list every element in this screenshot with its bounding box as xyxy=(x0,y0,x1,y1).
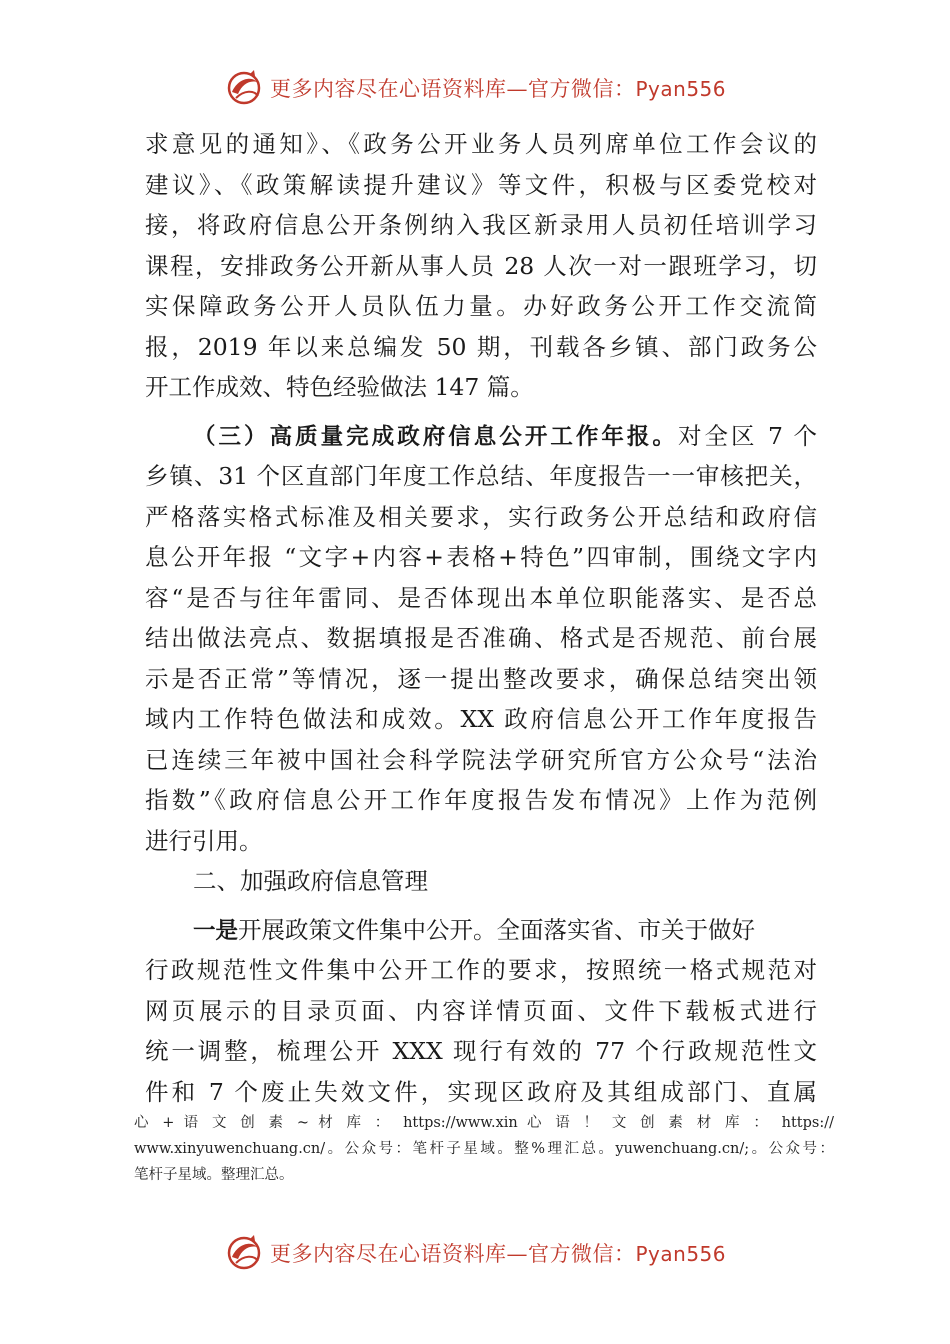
swirl-logo-icon xyxy=(224,1233,264,1273)
text-line: 示是否正常”等情况，逐一提出整改要求，确保总结突出领 xyxy=(145,664,817,693)
wechat-id: Pyan556 xyxy=(635,1242,726,1266)
swirl-logo-icon xyxy=(224,68,264,108)
text-line: 求意见的通知》、《政务公开业务人员列席单位工作会议的 xyxy=(145,130,817,158)
text-span: 开展政策文件集中公开。全面落实省、市关于做好 xyxy=(238,915,756,944)
item-1 xyxy=(145,910,817,1113)
footer-note xyxy=(134,1110,834,1188)
wechat-id: Pyan556 xyxy=(635,77,726,101)
text-line: 报，2019 年以来总编发 50 期，刊载各乡镇、部门政务公 xyxy=(145,332,817,361)
section-3 xyxy=(145,416,817,862)
item-1-first-line xyxy=(145,910,817,951)
text-line: 结出做法亮点、数据填报是否准确、格式是否规范、前台展 xyxy=(145,624,817,652)
section-3-first-line xyxy=(145,416,817,457)
text-line: 乡镇、31 个区直部门年度工作总结、年度报告一一审核把关， xyxy=(145,462,817,490)
footer-line: www.xinyuwenchuang.cn/。公众号：笔杆子星域。整%理汇总。yuwenchuang.cn/;。公众号： xyxy=(134,1141,834,1157)
text-line: 指数”《政府信息公开工作年度报告发布情况》上作为范例 xyxy=(145,786,817,814)
text-line: 课程，安排政务公开新从事人员 28 人次一对一跟班学习，切 xyxy=(145,251,817,280)
text-line: 件和 7 个废止失效文件，实现区政府及其组成部门、直属 xyxy=(145,1077,817,1106)
text-span: 对全区 7 个 xyxy=(677,421,817,450)
text-line: 已连续三年被中国社会科学院法学研究所官方公众号“法治 xyxy=(145,745,817,774)
text-line: 实保障政务公开人员队伍力量。办好政务公开工作交流简 xyxy=(145,292,817,320)
text-line: 域内工作特色做法和成效。XX 政府信息公开工作年度报告 xyxy=(145,705,817,733)
text-line: 统一调整，梳理公开 XXX 现行有效的 77 个行政规范性文 xyxy=(145,1037,817,1065)
item-1-lead: 一是 xyxy=(193,917,239,944)
footer-banner xyxy=(0,1231,950,1275)
text-line: 开工作成效、特色经验做法 147 篇。 xyxy=(145,373,534,401)
section-2-heading: 二、加强政府信息管理 xyxy=(193,867,428,895)
header-banner xyxy=(0,66,950,110)
footer-line: 心 + 语 文 创 素 ~ 材 库 ： https://www.xin 心 语 ！ 文 创 素 材 库 ： https:// xyxy=(134,1115,834,1131)
text-line: 进行引用。 xyxy=(145,826,263,855)
paragraph-1 xyxy=(145,124,817,408)
banner-text: 更多内容尽在心语资料库—官方微信： xyxy=(269,1242,636,1266)
text-line: 严格落实格式标准及相关要求，实行政务公开总结和政府信 xyxy=(145,502,817,531)
text-line: 息公开年报 “文字+内容+表格+特色”四审制，围绕文字内 xyxy=(145,543,817,571)
text-line: 容“是否与往年雷同、是否体现出本单位职能落实、是否总 xyxy=(145,583,817,612)
text-line: 接，将政府信息公开条例纳入我区新录用人员初任培训学习 xyxy=(145,211,817,239)
text-line: 行政规范性文件集中公开工作的要求，按照统一格式规范对 xyxy=(145,956,817,984)
section-3-heading: （三）高质量完成政府信息公开工作年报。 xyxy=(193,423,678,450)
document-body xyxy=(145,124,817,1112)
footer-line: 笔杆子星域。整理汇总。 xyxy=(134,1167,294,1183)
banner-text: 更多内容尽在心语资料库—官方微信： xyxy=(269,77,636,101)
text-line: 建议》、《政策解读提升建议》等文件，积极与区委党校对 xyxy=(145,170,817,199)
text-line: 网页展示的目录页面、内容详情页面、文件下载板式进行 xyxy=(145,996,817,1025)
